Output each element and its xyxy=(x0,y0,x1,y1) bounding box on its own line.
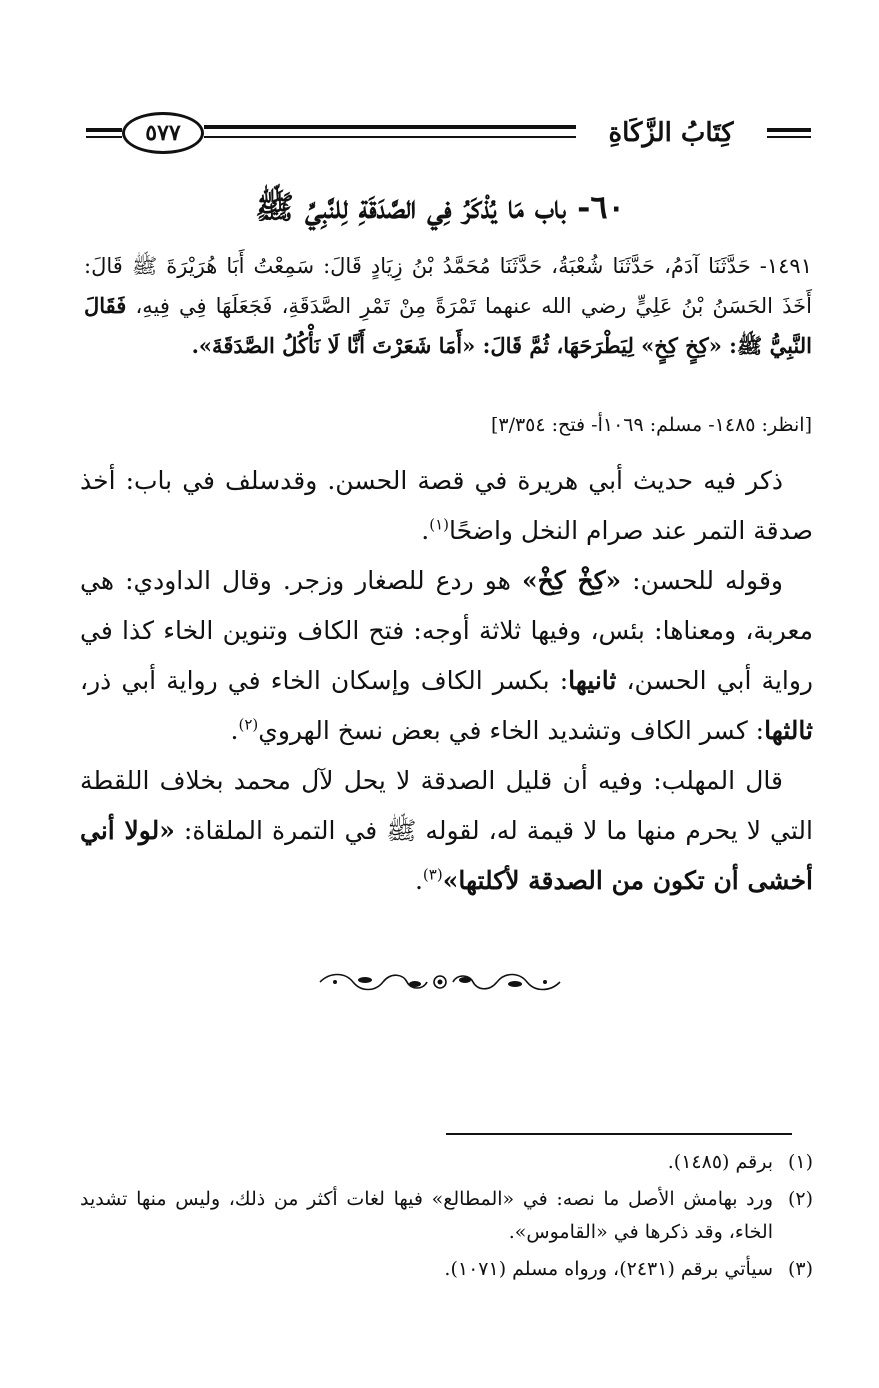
footnote-text: برقم (١٤٨٥). xyxy=(667,1151,773,1173)
footnote-marker: (٢) xyxy=(238,715,259,734)
header-rule xyxy=(767,136,811,138)
quoted-phrase: «كِخْ كِخْ» xyxy=(521,566,622,595)
commentary-text: قال المهلب: وفيه أن قليل الصدقة لا يحل لآل محمد بخلاف اللقطة التي لا يحرم منها ما لا قيمة له، لقوله ﷺ في التمرة الملقاة: xyxy=(80,766,813,845)
chapter-title: ٦٠- باب مَا يُذْكَرُ فِي الصَّدَقَةِ لِلنَّبِيِّ ﷺ xyxy=(255,188,625,226)
header-rule xyxy=(86,128,122,132)
bold-term: ثالثها xyxy=(764,716,813,745)
footnote-item xyxy=(80,1146,813,1179)
punctuation: . xyxy=(421,516,430,545)
ornament-divider xyxy=(0,968,879,1000)
commentary-text: : بكسر الكاف وإسكان الخاء في رواية أبي ذر، xyxy=(80,666,569,695)
commentary-text: وقوله للحسن: xyxy=(621,566,783,595)
footnote-item xyxy=(80,1183,813,1249)
ornament-icon xyxy=(315,968,565,996)
bold-term: ثانيها xyxy=(568,666,617,695)
header-rule xyxy=(86,136,122,138)
commentary-text: : كسر الكاف وتشديد الخاء في بعض نسخ الهروي xyxy=(258,716,765,745)
footnotes xyxy=(80,1146,813,1286)
footnote-number: (٢) xyxy=(787,1188,813,1210)
footnote-marker: (٣) xyxy=(422,865,443,884)
commentary xyxy=(80,456,813,906)
header-rule xyxy=(204,125,576,129)
quoted-hadith: «لولا أني أخشى أن تكون من الصدقة لأكلتها» xyxy=(80,816,813,895)
footnote-text: سيأتي برقم (٢٤٣١)، ورواه مسلم (١٠٧١). xyxy=(444,1258,773,1280)
commentary-paragraph xyxy=(80,756,813,906)
commentary-text: ذكر فيه حديث أبي هريرة في قصة الحسن. وقدسلف في باب: أخذ صدقة التمر عند صرام النخل واضحًا xyxy=(80,466,813,545)
punctuation: . xyxy=(230,716,239,745)
hadith-reference: [انظر: ١٤٨٥- مسلم: ١٠٦٩أ- فتح: ٣/٣٥٤] xyxy=(490,414,812,436)
hadith-matn: فَقَالَ النَّبِيُّ ﷺ: «كِخٍ كِخٍ» لِيَطْرَحَهَا، ثُمَّ قَالَ: «أَمَا شَعَرْتَ أَنَّا لَا نَأْكُلُ الصَّدَقَةَ». xyxy=(84,293,812,358)
footnote-number: (١) xyxy=(787,1151,813,1173)
page-number: ٥٧٧ xyxy=(122,112,204,154)
commentary-paragraph xyxy=(80,456,813,556)
hadith-isnad: ١٤٩١- حَدَّثَنَا آدَمُ، حَدَّثَنَا شُعْبَةُ، حَدَّثَنَا مُحَمَّدُ بْنُ زِيَادٍ قَالَ: سَمِعْتُ أَبَا هُرَيْرَةَ ﷺ قَالَ: أَخَذَ الحَسَنُ بْنُ عَلِيٍّ رضي الله عنهما تَمْرَةً مِنْ تَمْرِ الصَّدَقَةِ، فَجَعَلَهَا فِي فِيهِ، xyxy=(84,254,812,318)
header-rule xyxy=(204,136,576,138)
running-head: كِتَابُ الزَّكَاةِ xyxy=(608,118,734,148)
commentary-text: هو ردع للصغار وزجر. وقال الداودي: هي معربة، ومعناها: بئس، وفيها ثلاثة أوجه: فتح الكاف وتنوين الخاء كذا في رواية أبي الحسن، xyxy=(80,566,814,695)
commentary-paragraph xyxy=(80,556,813,756)
footnote-marker: (١) xyxy=(429,515,449,534)
punctuation: . xyxy=(414,866,423,895)
footnote-item xyxy=(80,1253,813,1286)
hadith-text xyxy=(84,246,812,366)
footnote-number: (٣) xyxy=(787,1258,813,1280)
header-rule xyxy=(767,128,811,132)
footnote-separator xyxy=(446,1133,792,1135)
footnote-text: ورد بهامش الأصل ما نصه: في «المطالع» فيها لغات أكثر من ذلك، وليس منها تشديد الخاء، وقد ذكرها في «القاموس». xyxy=(80,1188,773,1243)
page-header xyxy=(86,112,811,156)
